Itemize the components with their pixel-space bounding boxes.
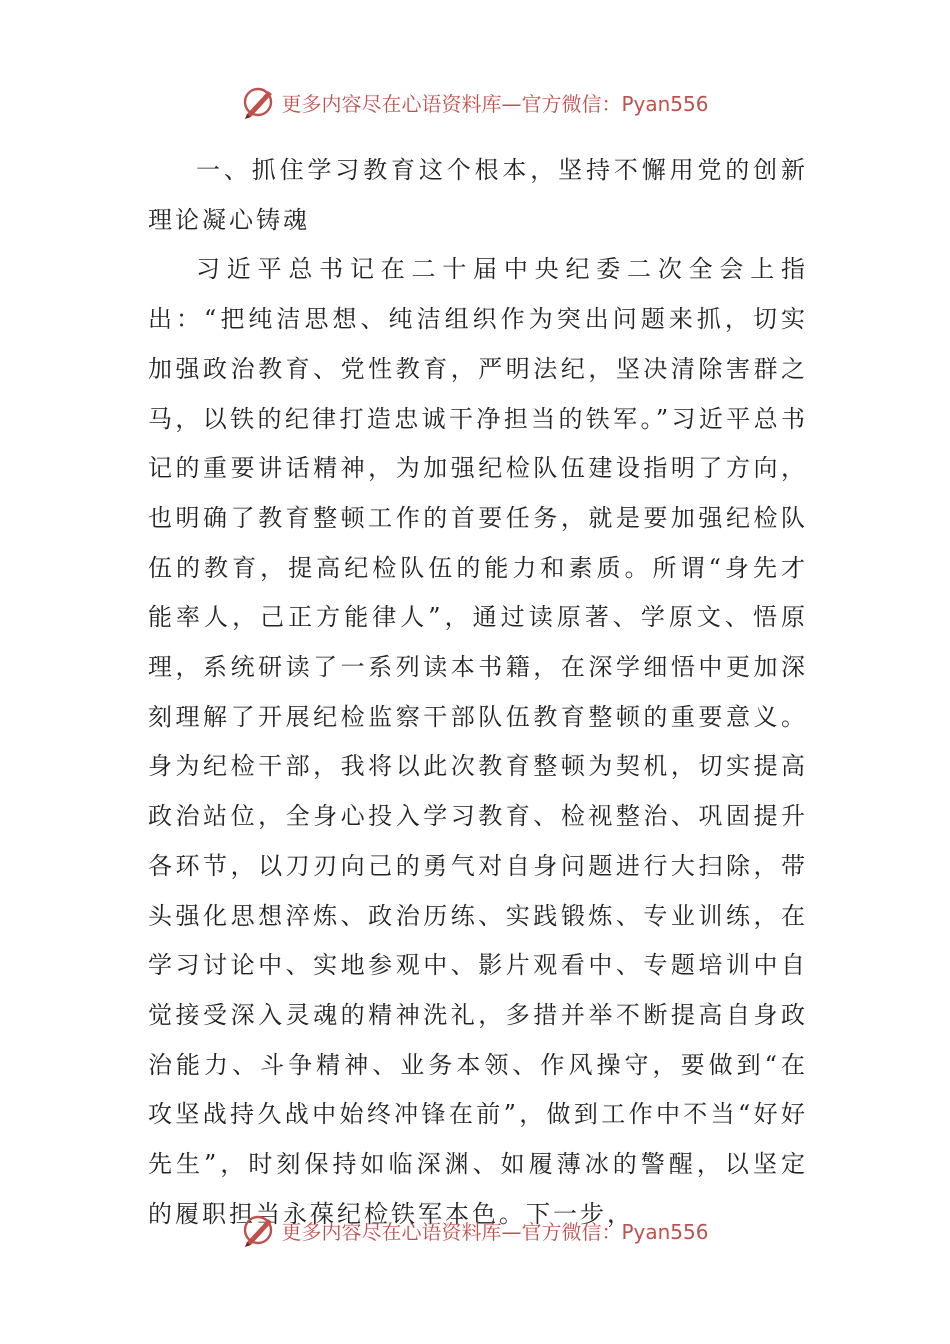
pen-logo-icon xyxy=(241,1212,277,1248)
pen-logo-icon xyxy=(241,84,277,120)
header-text: 更多内容尽在心语资料库—官方微信：Pyan556 xyxy=(281,91,709,116)
section-heading: 一、抓住学习教育这个根本，坚持不懈用党的创新理论凝心铸魂 xyxy=(148,156,808,234)
body-paragraph: 习近平总书记在二十届中央纪委二次全会上指出：“把纯洁思想、纯洁组织作为突出问题来抓，切实加强政治教育、党性教育，严明法纪，坚决清除害群之马，以铁的纪律打造忠诚干净担当的铁军。”习近平总书记的重要讲话精神，为加强纪检队伍建设指明了方向，也明确了教育整顿工作的首要任务，就是要加强纪检队伍的教育，提高纪检队伍的能力和素质。所谓“身先才能率人，己正方能律人”，通过读原著、学原文、悟原理，系统研读了一系列读本书籍，在深学细悟中更加深刻理解了开展纪检监察干部队伍教育整顿的重要意义。身为纪检干部，我将以此次教育整顿为契机，切实提高政治站位，全身心投入学习教育、检视整治、巩固提升各环节，以刀刃向己的勇气对自身问题进行大扫除，带头强化思想淬炼、政治历练、实践锻炼、专业训练，在学习讨论中、实地参观中、影片观看中、专题培训中自觉接受深入灵魂的精神洗礼，多措并举不断提高自身政治能力、斗争精神、业务本领、作风操守，要做到“在攻坚战持久战中始终冲锋在前”，做到工作中不当“好好先生”，时刻保持如临深渊、如履薄冰的警醒，以坚定的履职担当永葆纪检铁军本色。下一步， xyxy=(148,255,808,1228)
footer-text: 更多内容尽在心语资料库—官方微信：Pyan556 xyxy=(281,1219,709,1244)
header-banner xyxy=(0,80,950,124)
footer-banner xyxy=(0,1208,950,1252)
document-body xyxy=(148,146,808,1239)
